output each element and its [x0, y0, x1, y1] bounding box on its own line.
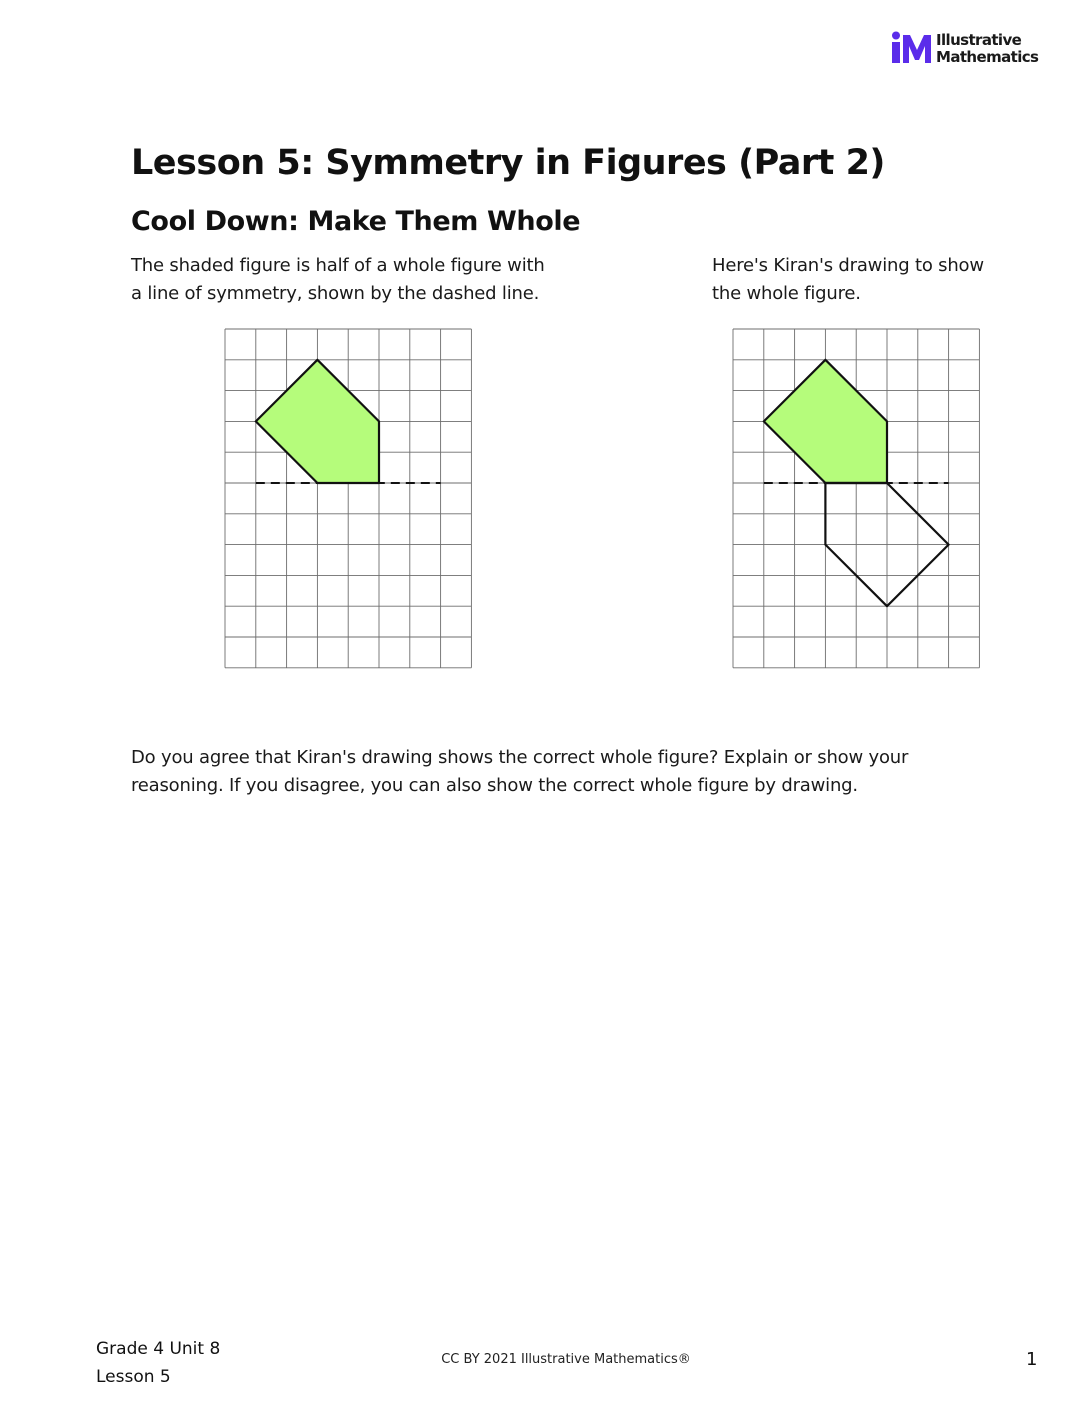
- lesson-title: Lesson 5: Symmetry in Figures (Part 2): [131, 143, 885, 183]
- shaded-half-figure: [256, 360, 379, 483]
- brand-name-line: Illustrative: [936, 31, 1022, 49]
- brand-name: [936, 32, 1038, 66]
- text-line: The shaded figure is half of a whole figure with: [131, 255, 545, 276]
- activity-title: Cool Down: Make Them Whole: [131, 206, 581, 237]
- kiran-drawing-caption: [712, 252, 984, 308]
- shaded-half-figure-grid: [224, 328, 474, 670]
- footer-lesson: Lesson 5: [96, 1367, 171, 1387]
- brand-name-line: Mathematics: [936, 48, 1039, 66]
- shaded-half-figure: [764, 360, 887, 483]
- text-line: Here's Kiran's drawing to show: [712, 255, 984, 276]
- footer-copyright: CC BY 2021 Illustrative Mathematics®: [441, 1352, 691, 1367]
- kiran-whole-figure-grid: [732, 328, 982, 670]
- text-line: reasoning. If you disagree, you can also show the correct whole figure by drawing.: [131, 775, 858, 796]
- text-line: a line of symmetry, shown by the dashed line.: [131, 283, 540, 304]
- problem-statement: [131, 252, 545, 308]
- question-prompt: [131, 744, 908, 800]
- page-number: 1: [1026, 1349, 1038, 1370]
- text-line: Do you agree that Kiran's drawing shows the correct whole figure? Explain or show your: [131, 747, 909, 768]
- text-line: the whole figure.: [712, 283, 861, 304]
- footer-grade: Grade 4 Unit 8: [96, 1339, 221, 1359]
